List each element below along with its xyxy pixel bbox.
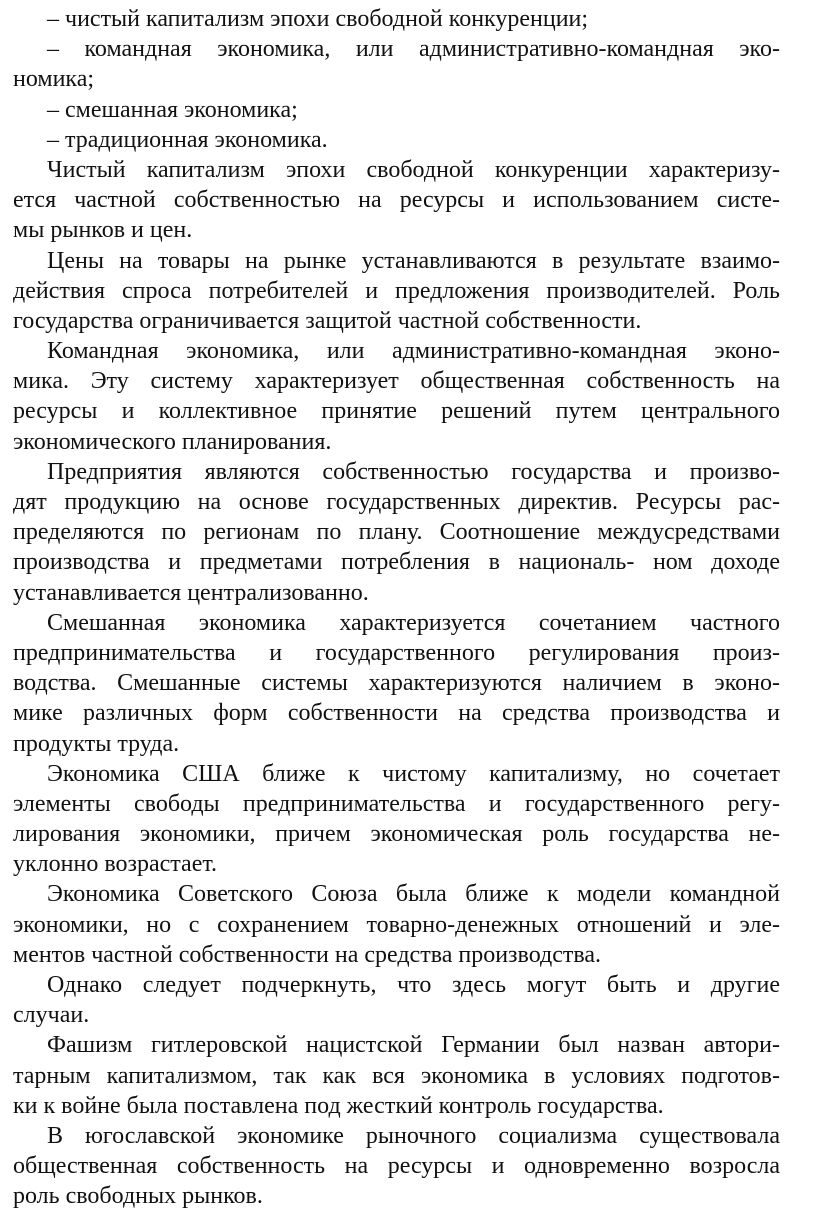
paragraph-line: экономического планирования. [13, 428, 332, 455]
list-item: – командная экономика, или административно-командная эко- [47, 36, 780, 63]
paragraph-line: ки к войне была поставлена под жесткий контроль государства. [13, 1092, 664, 1119]
paragraph-line: экономики, но с сохранением товарно-денежных отношений и эле- [13, 911, 780, 938]
paragraph-line: мике различных форм собственности на средства производства и [13, 700, 780, 727]
paragraph-line: государства ограничивается защитой частной собственности. [13, 307, 642, 334]
paragraph-line: роль свободных рынков. [13, 1183, 263, 1210]
paragraph-line: продукты труда. [13, 730, 180, 757]
list-item: – чистый капитализм эпохи свободной конкуренции; [47, 6, 589, 32]
paragraph-line: Предприятия являются собственностью государства и произво- [47, 458, 780, 485]
paragraph-line: действия спроса потребителей и предложения производителей. Роль [13, 277, 780, 304]
paragraph-line: ментов частной собственности на средства производства. [13, 941, 602, 968]
paragraph-line: мика. Эту систему характеризует общественная собственность на [13, 368, 780, 395]
paragraph-line: предпринимательства и государственного регулирования произ- [13, 639, 780, 666]
paragraph-line: лирования экономики, причем экономическая роль государства не- [13, 821, 780, 848]
list-item: – традиционная экономика. [47, 126, 328, 153]
paragraph-line: ресурсы и коллективное принятие решений путем центрального [13, 398, 780, 425]
paragraph-line: дят продукцию на основе государственных директив. Ресурсы рас- [13, 489, 780, 515]
paragraph-line: элементы свободы предпринимательства и государственного регу- [13, 790, 780, 817]
paragraph-line: Смешанная экономика характеризуется сочетанием частного [47, 609, 780, 636]
paragraph-line: Чистый капитализм эпохи свободной конкуренции характеризу- [47, 156, 780, 183]
paragraph-line: уклонно возрастает. [13, 851, 218, 878]
paragraph-line: В югославской экономике рыночного социализма существовала [47, 1122, 780, 1149]
paragraph-line: водства. Смешанные системы характеризуются наличием в эконо- [13, 670, 780, 697]
paragraph-line: производства и предметами потребления в националь- ном доходе [13, 549, 780, 576]
paragraph-line: Командная экономика, или административно-командная эконо- [47, 338, 780, 365]
paragraph-line: мы рынков и цен. [13, 217, 193, 244]
paragraph-line: ется частной собственностью на ресурсы и использованием систе- [13, 187, 780, 214]
paragraph-line: Однако следует подчеркнуть, что здесь могут быть и другие [47, 972, 780, 998]
paragraph-line: Фашизм гитлеровской нацистской Германии был назван автори- [47, 1032, 780, 1059]
paragraph-line: пределяются по регионам по плану. Соотношение междусредствами [13, 519, 780, 546]
paragraph-line: устанавливается централизованно. [13, 579, 369, 606]
paragraph-line: тарным капитализмом, так как вся экономика в условиях подготов- [13, 1062, 780, 1089]
paragraph-line: случаи. [13, 1002, 90, 1029]
paragraph-line: Цены на товары на рынке устанавливаются в результате взаимо- [47, 247, 780, 274]
list-item: – смешанная экономика; [47, 96, 298, 123]
paragraph-line: Экономика США ближе к чистому капитализму, но сочетает [47, 760, 780, 787]
paragraph-line: Экономика Советского Союза была ближе к модели командной [47, 881, 780, 908]
paragraph-line: общественная собственность на ресурсы и одновременно возросла [13, 1153, 780, 1180]
list-item-continuation: номика; [13, 66, 95, 93]
